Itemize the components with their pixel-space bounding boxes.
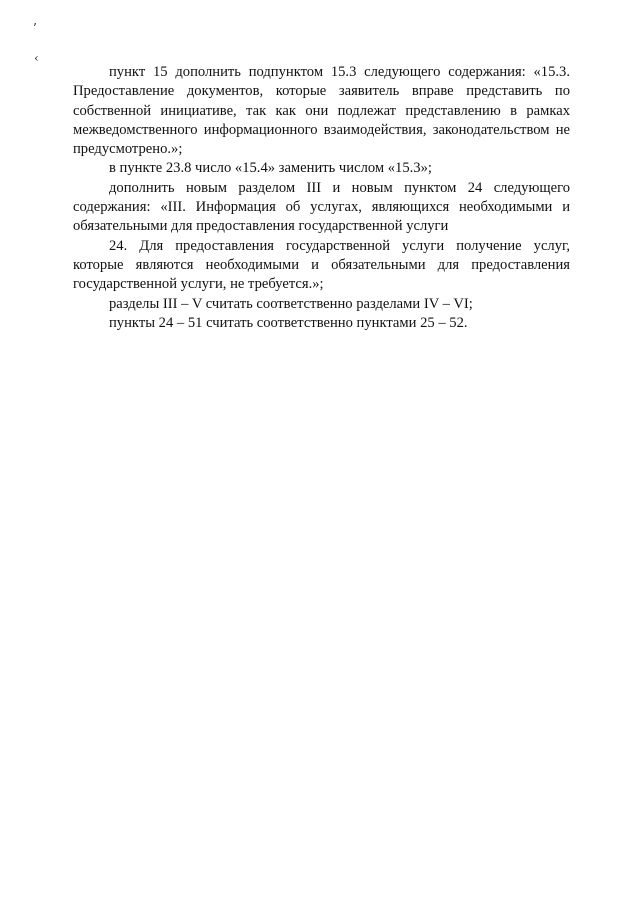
- paragraph-points-renumber: пункты 24 – 51 считать соответственно пунктами 25 – 52.: [109, 314, 468, 331]
- scan-artifact-mark: ’: [33, 21, 37, 35]
- paragraph-point-24: 24. Для предоставления государственной услуги получение услуг, которые являются необходимыми и обязательными для предоставления государственной услуги, не требуется.»;: [73, 237, 570, 293]
- scan-artifact-mark: ‹: [34, 51, 39, 65]
- paragraph-new-section-iii: дополнить новым разделом III и новым пунктом 24 следующего содержания: «III. Информация об услугах, являющихся необходимыми и обязательными для предоставления государственной услуги: [73, 179, 570, 235]
- paragraph-point-23-8: в пункте 23.8 число «15.4» заменить числом «15.3»;: [109, 160, 432, 177]
- paragraph-sections-renumber: разделы III – V считать соответственно разделами IV – VI;: [109, 295, 473, 312]
- document-body: [73, 63, 570, 333]
- paragraph-point-15: пункт 15 дополнить подпунктом 15.3 следующего содержания: «15.3. Предоставление документов, которые заявитель вправе представить по собственной инициативе, так как они подлежат представлению в рамках межведомственного информационного взаимодействия, законодательством не предусмотрено.»;: [73, 64, 570, 158]
